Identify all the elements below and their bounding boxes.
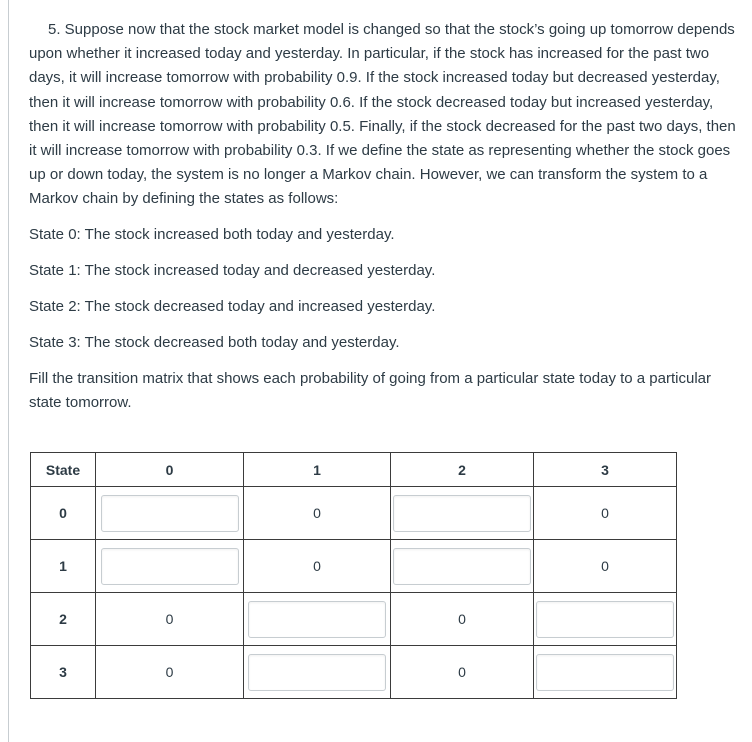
answer-input-2-1[interactable] [248, 601, 386, 638]
col-header-2: 2 [391, 453, 534, 487]
matrix-row-0 [31, 487, 677, 540]
state-1-definition: State 1: The stock increased today and decreased yesterday. [29, 261, 436, 279]
cell-0-2 [391, 487, 534, 540]
cell-3-1 [244, 646, 391, 699]
matrix-row-2 [31, 593, 677, 646]
cell-2-3 [534, 593, 677, 646]
cell-1-2 [391, 540, 534, 593]
cell-1-3: 0 [534, 540, 677, 593]
instruction-text: Fill the transition matrix that shows each probability of going from a particular state today to a particular state tomorrow. [29, 369, 711, 411]
cell-2-0: 0 [96, 593, 244, 646]
answer-input-2-3[interactable] [536, 601, 674, 638]
answer-input-3-3[interactable] [536, 654, 674, 691]
answer-input-1-2[interactable] [393, 548, 531, 585]
cell-3-0: 0 [96, 646, 244, 699]
col-header-3: 3 [534, 453, 677, 487]
cell-3-3 [534, 646, 677, 699]
cell-2-1 [244, 593, 391, 646]
matrix-header-row [31, 453, 677, 487]
cell-0-1: 0 [244, 487, 391, 540]
cell-1-1: 0 [244, 540, 391, 593]
row-header-2: 2 [31, 593, 96, 646]
transition-matrix [30, 452, 677, 699]
cell-0-3: 0 [534, 487, 677, 540]
row-header-1: 1 [31, 540, 96, 593]
matrix-row-3 [31, 646, 677, 699]
answer-input-1-0[interactable] [101, 548, 239, 585]
row-header-0: 0 [31, 487, 96, 540]
answer-input-3-1[interactable] [248, 654, 386, 691]
answer-input-0-0[interactable] [101, 495, 239, 532]
row-header-3: 3 [31, 646, 96, 699]
question-body [29, 18, 744, 415]
cell-0-0 [96, 487, 244, 540]
state-3-definition: State 3: The stock decreased both today and yesterday. [29, 333, 400, 351]
state-0-definition: State 0: The stock increased both today and yesterday. [29, 225, 395, 243]
cell-3-2: 0 [391, 646, 534, 699]
answer-input-0-2[interactable] [393, 495, 531, 532]
col-header-1: 1 [244, 453, 391, 487]
state-2-definition: State 2: The stock decreased today and increased yesterday. [29, 297, 436, 315]
cell-2-2: 0 [391, 593, 534, 646]
corner-header: State [31, 453, 96, 487]
question-intro: 5. Suppose now that the stock market model is changed so that the stock’s going up tomorrow depends upon whether it increased today and yesterday. In particular, if the stock has increased for the past two days, it will increase tomorrow with probability 0.9. If the stock increased today but decreased yesterday, then it will increase tomorrow with probability 0.6. If the stock decreased today but increased yesterday, then it will increase tomorrow with probability 0.5. Finally, if the stock decreased for the past two days, then it will increase tomorrow with probability 0.3. If we define the state as representing whether the stock goes up or down today, the system is no longer a Markov chain. However, we can transform the system to a Markov chain by defining the states as follows: [29, 21, 736, 208]
cell-1-0 [96, 540, 244, 593]
col-header-0: 0 [96, 453, 244, 487]
matrix-row-1 [31, 540, 677, 593]
left-border-rule [8, 0, 9, 742]
